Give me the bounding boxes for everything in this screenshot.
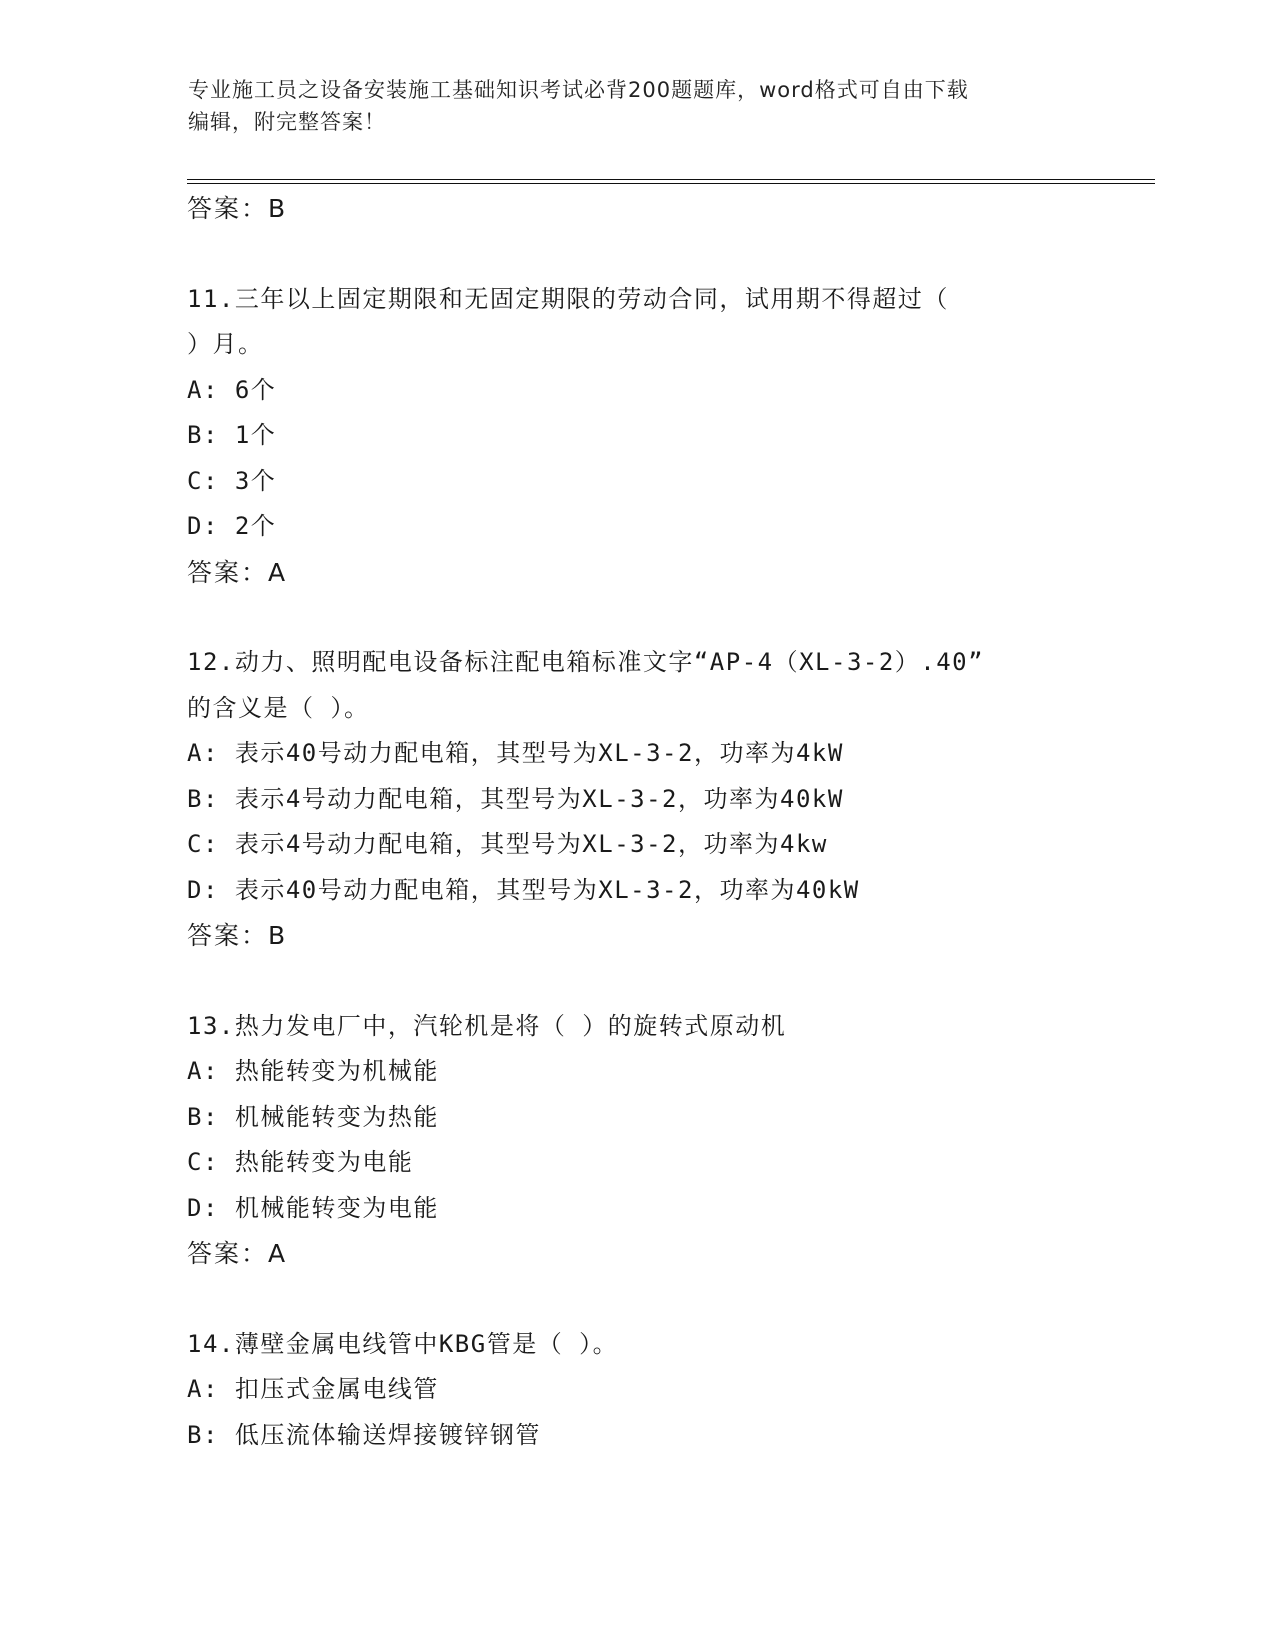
question-stem-continued: ）月。 [187, 330, 264, 358]
answer-line: 答案：A [187, 557, 288, 587]
option-c: C: 3个 [187, 466, 277, 495]
question-14 [187, 1322, 1067, 1459]
option-c: C: 热能转变为电能 [187, 1148, 414, 1176]
question-stem: 14.薄壁金属电线管中KBG管是（ ）。 [187, 1329, 619, 1358]
spacer [187, 232, 1067, 277]
option-b: B: 1个 [187, 421, 277, 449]
header-line-2: 编辑，附完整答案！ [188, 110, 386, 134]
option-a: A: 表示40号动力配电箱，其型号为XL-3-2，功率为4kW [187, 739, 844, 767]
answer-line: 答案：A [187, 1239, 288, 1268]
option-d: D: 2个 [187, 512, 277, 540]
header-divider-bottom [187, 183, 1155, 184]
option-d: D: 机械能转变为电能 [187, 1193, 439, 1222]
option-b: B: 低压流体输送焊接镀锌钢管 [187, 1420, 541, 1449]
question-11 [187, 277, 1067, 596]
answer-line: 答案：B [187, 194, 288, 223]
spacer [187, 595, 1067, 640]
question-12 [187, 640, 1067, 959]
page-header [188, 74, 1068, 138]
spacer [187, 959, 1067, 1004]
header-line-1: 专业施工员之设备安装施工基础知识考试必背200题题库，word格式可自由下载 [188, 78, 969, 102]
question-13 [187, 1004, 1067, 1277]
option-a: A: 热能转变为机械能 [187, 1057, 439, 1085]
question-list [187, 186, 1067, 1458]
question-stem: 11.三年以上固定期限和无固定期限的劳动合同，试用期不得超过（ [187, 284, 949, 313]
option-b: B: 表示4号动力配电箱，其型号为XL-3-2，功率为40kW [187, 784, 844, 813]
option-b: B: 机械能转变为热能 [187, 1102, 439, 1131]
option-c: C: 表示4号动力配电箱，其型号为XL-3-2，功率为4kw [187, 830, 828, 858]
question-stem: 13.热力发电厂中，汽轮机是将（ ）的旋转式原动机 [187, 1011, 787, 1040]
option-a: A: 6个 [187, 375, 277, 404]
header-divider-top [187, 179, 1155, 180]
option-a: A: 扣压式金属电线管 [187, 1375, 439, 1403]
spacer [187, 1277, 1067, 1322]
question-stem-continued: 的含义是（ ）。 [187, 693, 370, 722]
option-d: D: 表示40号动力配电箱，其型号为XL-3-2，功率为40kW [187, 875, 860, 904]
answer-line: 答案：B [187, 921, 288, 950]
question-stem: 12.动力、照明配电设备标注配电箱标准文字“AP-4（XL-3-2）.40” [187, 648, 985, 676]
